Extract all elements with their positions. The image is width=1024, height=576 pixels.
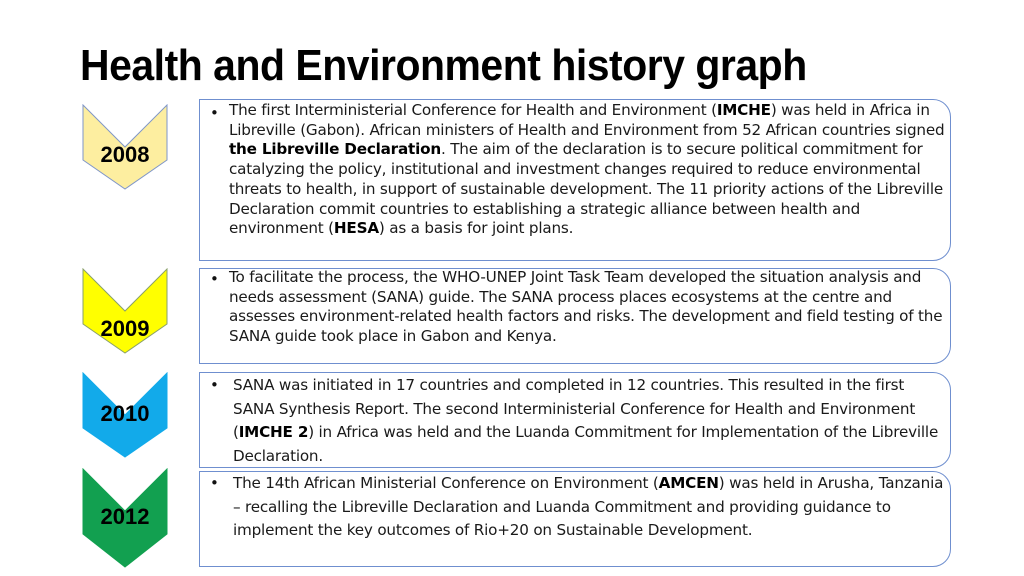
event-box-2010 [199,372,951,468]
event-box-2008 [199,99,951,261]
year-chevron-2008 [82,104,168,190]
year-label: 2010 [100,401,150,426]
year-label: 2009 [100,316,150,341]
bullet: • [210,104,219,122]
event-text-2009: To facilitate the process, the WHO-UNEP Joint Task Team developed the situation analysis and needs assessment (SANA) guide. The SANA process places ecosystems at the centre and assesses environment-related health factors and risks. The development and field testing of the SANA guide took place in Gabon and Kenya. [229,268,943,346]
event-box-2009 [199,268,951,364]
page-title: Health and Environment history graph [80,41,807,90]
year-chevron-2009 [82,268,168,354]
event-text-2010: SANA was initiated in 17 countries and completed in 12 countries. This resulted in the first SANA Synthesis Report. The second Interministerial Conference for Health and Environment (IMCHE 2) in Africa was held and the Luanda Commitment for Implementation of the Libreville Declaration. [233,376,939,465]
event-box-2012 [199,471,951,567]
bullet: • [210,376,219,394]
year-label: 2012 [100,504,150,529]
year-chevron-2012 [82,468,168,568]
bullet: • [210,270,219,288]
event-text-2008: The first Interministerial Conference for Health and Environment (IMCHE) was held in Africa in Libreville (Gabon). African ministers of Health and Environment from 52 African countries signed the Libreville Declaration. The aim of the declaration is to secure political commitment for catalyzing the policy, institutional and investment changes required to reduce environmental threats to health, in support of sustainable development. The 11 priority actions of the Libreville Declaration commit countries to establishing a strategic alliance between health and environment (HESA) as a basis for joint plans. [229,101,945,238]
year-chevron-2010 [82,372,168,458]
event-text-2012: The 14th African Ministerial Conference on Environment (AMCEN) was held in Arusha, Tanzania – recalling the Libreville Declaration and Luanda Commitment and providing guidance to implement the key outcomes of Rio+20 on Sustainable Development. [233,474,944,539]
bullet: • [210,474,219,492]
year-label: 2008 [100,142,150,167]
